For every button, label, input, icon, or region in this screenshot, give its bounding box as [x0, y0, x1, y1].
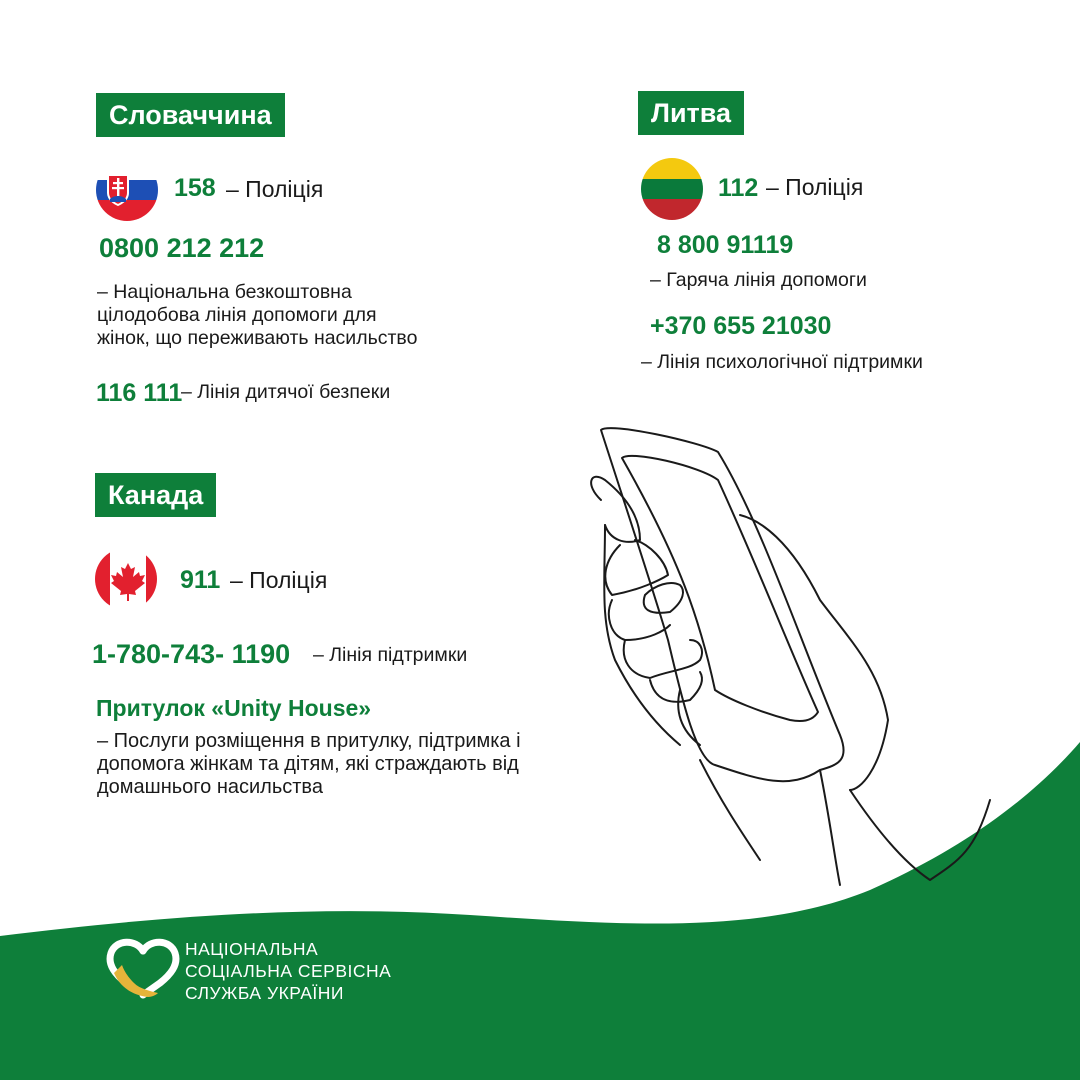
- canada-title: Канада: [95, 473, 216, 517]
- lithuania-flag-icon: [641, 158, 703, 220]
- heart-hand-logo-icon: [106, 937, 180, 1003]
- lithuania-title: Литва: [638, 91, 744, 135]
- org-line: СОЦІАЛЬНА СЕРВІСНА: [185, 961, 392, 981]
- lithuania-hotline-number: 8 800 91119: [657, 231, 794, 259]
- desc-line: жінок, що переживають насильство: [97, 327, 418, 349]
- canada-police-label: – Поліція: [230, 567, 328, 593]
- canada-shelter-title: Притулок «Unity House»: [96, 695, 372, 721]
- slovakia-police-number: 158: [174, 174, 216, 202]
- hand-phone-illustration: [591, 428, 990, 885]
- slovakia-hotline-number: 0800 212 212: [99, 233, 265, 263]
- lithuania-police-number: 112: [718, 174, 759, 202]
- slovakia-flag-icon: [96, 159, 158, 221]
- slovakia-hotline-description: [97, 281, 417, 350]
- canada-support-number: 1-780-743- 1190: [92, 639, 291, 669]
- canada-police-number: 911: [180, 566, 221, 594]
- slovakia-police-label: – Поліція: [226, 176, 324, 202]
- slovakia-child-number: 116 111: [96, 379, 183, 407]
- canada-shelter-description: [97, 730, 521, 799]
- desc-line: – Послуги розміщення в притулку, підтримка і: [97, 730, 521, 752]
- lithuania-hotline-label: – Гаряча лінія допомоги: [650, 269, 867, 291]
- desc-line: цілодобова лінія допомоги для: [97, 304, 377, 326]
- org-line: СЛУЖБА УКРАЇНИ: [185, 983, 345, 1003]
- desc-line: допомога жінкам та дітям, які страждають від: [97, 753, 519, 775]
- lithuania-police-label: – Поліція: [766, 174, 864, 200]
- lithuania-psych-number: +370 655 21030: [650, 312, 832, 340]
- slovakia-child-label: – Лінія дитячої безпеки: [181, 381, 391, 403]
- canada-flag-icon: [95, 548, 157, 610]
- slovakia-title: Словаччина: [96, 93, 285, 137]
- desc-line: домашнього насильства: [97, 776, 323, 798]
- footer-org-name: [185, 938, 391, 1004]
- canada-support-label: – Лінія підтримки: [313, 644, 468, 666]
- lithuania-psych-label: – Лінія психологічної підтримки: [641, 351, 923, 373]
- desc-line: – Національна безкоштовна: [97, 281, 352, 303]
- org-line: НАЦІОНАЛЬНА: [185, 939, 319, 959]
